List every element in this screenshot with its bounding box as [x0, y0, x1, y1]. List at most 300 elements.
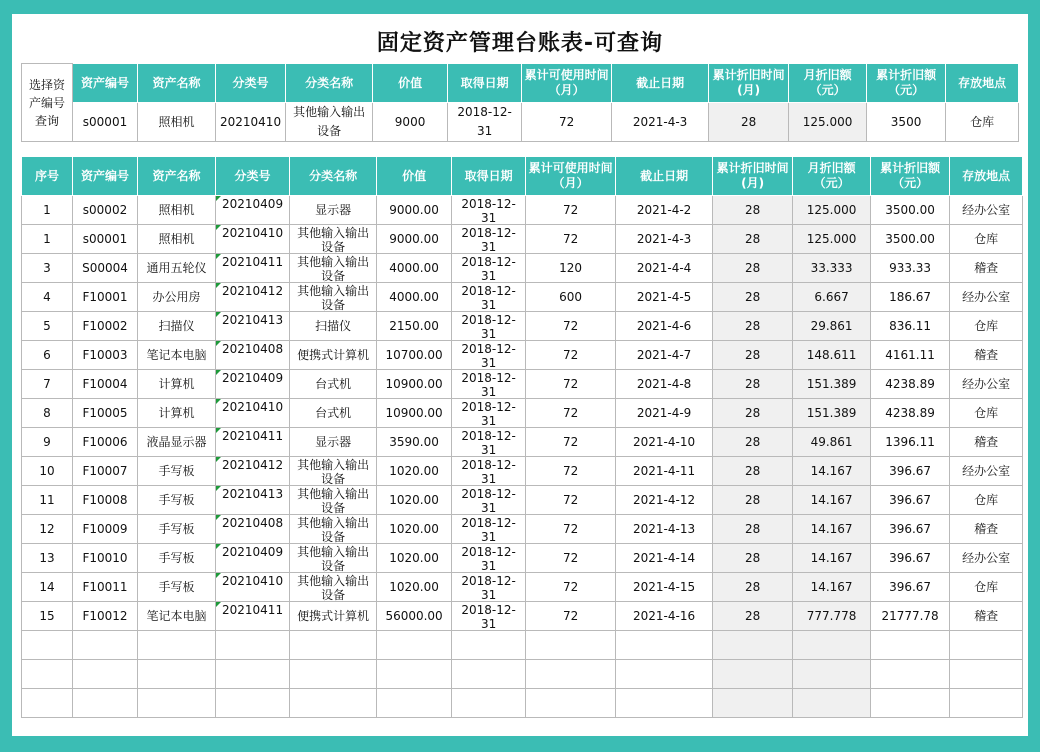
value-end-date: 2021-4-13: [633, 521, 696, 536]
cell-total-depreciation[interactable]: [871, 196, 950, 225]
cell-monthly-depreciation[interactable]: [793, 457, 871, 486]
cell-depreciated-months[interactable]: [713, 225, 793, 254]
cell-usable-months[interactable]: [526, 341, 616, 370]
cell-category-name[interactable]: [290, 486, 377, 515]
cell-end-date[interactable]: [616, 341, 713, 370]
cell-total-depreciation[interactable]: [871, 341, 950, 370]
cell-asset-code[interactable]: [73, 515, 138, 544]
value-usable-months: 72: [562, 318, 579, 333]
cell-usable-months[interactable]: [526, 457, 616, 486]
cell-location[interactable]: [950, 399, 1023, 428]
cell-asset-name[interactable]: [138, 370, 216, 399]
cell-category-name[interactable]: [290, 515, 377, 544]
cell-acquire-date[interactable]: [452, 544, 526, 573]
cell-end-date[interactable]: [616, 399, 713, 428]
query-cell-asset-name[interactable]: [138, 103, 216, 142]
cell-acquire-date[interactable]: [452, 486, 526, 515]
cell-depreciated-months[interactable]: [713, 254, 793, 283]
cell-location[interactable]: [950, 312, 1023, 341]
cell-category-code[interactable]: [216, 196, 290, 225]
value-location: 仓库: [974, 405, 999, 420]
cell-asset-name[interactable]: [138, 225, 216, 254]
query-cell-depreciated-months[interactable]: [709, 103, 789, 142]
empty-cell[interactable]: [138, 660, 216, 689]
cell-category-code[interactable]: [216, 602, 290, 631]
cell-value[interactable]: [377, 544, 452, 573]
cell-depreciated-months[interactable]: [713, 312, 793, 341]
value-seq: 1: [43, 231, 51, 246]
cell-location[interactable]: [950, 573, 1023, 602]
empty-cell[interactable]: [377, 660, 452, 689]
cell-value[interactable]: [377, 602, 452, 631]
query-value-category-code: 20210410: [220, 114, 282, 129]
cell-end-date[interactable]: [616, 370, 713, 399]
value-asset-name: 手写板: [158, 550, 195, 565]
query-cell-monthly-depreciation[interactable]: [789, 103, 867, 142]
empty-cell[interactable]: [22, 631, 73, 660]
cell-seq[interactable]: [22, 573, 73, 602]
cell-total-depreciation[interactable]: [871, 312, 950, 341]
query-cell-acquire-date[interactable]: [448, 103, 522, 142]
cell-category-name[interactable]: [290, 457, 377, 486]
cell-total-depreciation[interactable]: [871, 283, 950, 312]
empty-cell[interactable]: [73, 689, 138, 718]
empty-cell[interactable]: [138, 631, 216, 660]
cell-depreciated-months[interactable]: [713, 196, 793, 225]
empty-cell[interactable]: [713, 631, 793, 660]
empty-cell[interactable]: [871, 689, 950, 718]
cell-usable-months[interactable]: [526, 399, 616, 428]
cell-category-code[interactable]: [216, 515, 290, 544]
cell-seq[interactable]: [22, 254, 73, 283]
cell-value[interactable]: [377, 515, 452, 544]
cell-asset-name[interactable]: [138, 254, 216, 283]
empty-cell[interactable]: [216, 631, 290, 660]
cell-end-date[interactable]: [616, 602, 713, 631]
cell-asset-code[interactable]: [73, 399, 138, 428]
empty-cell[interactable]: [713, 689, 793, 718]
cell-monthly-depreciation[interactable]: [793, 544, 871, 573]
cell-value[interactable]: [377, 399, 452, 428]
cell-value[interactable]: [377, 341, 452, 370]
cell-category-code[interactable]: [216, 341, 290, 370]
empty-cell[interactable]: [452, 660, 526, 689]
empty-cell[interactable]: [793, 689, 871, 718]
value-usable-months: 72: [562, 492, 579, 507]
cell-category-name[interactable]: [290, 254, 377, 283]
cell-usable-months[interactable]: [526, 225, 616, 254]
cell-monthly-depreciation[interactable]: [793, 486, 871, 515]
cell-asset-name[interactable]: [138, 341, 216, 370]
cell-category-name[interactable]: [290, 573, 377, 602]
cell-asset-name[interactable]: [138, 486, 216, 515]
cell-acquire-date[interactable]: [452, 254, 526, 283]
cell-category-code[interactable]: [216, 370, 290, 399]
cell-total-depreciation[interactable]: [871, 399, 950, 428]
empty-cell[interactable]: [793, 631, 871, 660]
cell-acquire-date[interactable]: [452, 283, 526, 312]
query-cell-end-date[interactable]: [612, 103, 709, 142]
empty-cell[interactable]: [22, 689, 73, 718]
cell-location[interactable]: [950, 428, 1023, 457]
value-seq: 9: [43, 434, 51, 449]
value-usable-months: 72: [562, 231, 579, 246]
cell-location[interactable]: [950, 602, 1023, 631]
cell-usable-months[interactable]: [526, 544, 616, 573]
cell-category-name[interactable]: [290, 283, 377, 312]
cell-asset-name[interactable]: [138, 602, 216, 631]
empty-cell[interactable]: [526, 660, 616, 689]
cell-acquire-date[interactable]: [452, 515, 526, 544]
cell-value[interactable]: [377, 254, 452, 283]
cell-monthly-depreciation[interactable]: [793, 515, 871, 544]
cell-total-depreciation[interactable]: [871, 515, 950, 544]
cell-asset-name[interactable]: [138, 457, 216, 486]
cell-asset-code[interactable]: [73, 225, 138, 254]
value-location: 经办公室: [962, 463, 1011, 478]
cell-end-date[interactable]: [616, 515, 713, 544]
cell-usable-months[interactable]: [526, 254, 616, 283]
header-total-depreciation: 累计折旧额（元）: [871, 157, 950, 196]
cell-total-depreciation[interactable]: [871, 602, 950, 631]
cell-depreciated-months[interactable]: [713, 515, 793, 544]
cell-location[interactable]: [950, 254, 1023, 283]
cell-location[interactable]: [950, 283, 1023, 312]
cell-end-date[interactable]: [616, 225, 713, 254]
cell-depreciated-months[interactable]: [713, 283, 793, 312]
empty-cell[interactable]: [616, 660, 713, 689]
query-cell-total-depreciation[interactable]: [867, 103, 946, 142]
value-value: 4000.00: [389, 260, 439, 275]
cell-asset-name[interactable]: [138, 399, 216, 428]
empty-cell[interactable]: [713, 660, 793, 689]
query-cell-category-code[interactable]: [216, 103, 286, 142]
cell-location[interactable]: [950, 515, 1023, 544]
table-row: [22, 225, 1023, 254]
cell-acquire-date[interactable]: [452, 225, 526, 254]
cell-value[interactable]: [377, 225, 452, 254]
cell-seq[interactable]: [22, 486, 73, 515]
empty-cell[interactable]: [950, 660, 1023, 689]
cell-total-depreciation[interactable]: [871, 225, 950, 254]
cell-acquire-date[interactable]: [452, 457, 526, 486]
cell-seq[interactable]: [22, 399, 73, 428]
cell-asset-name[interactable]: [138, 196, 216, 225]
cell-usable-months[interactable]: [526, 370, 616, 399]
cell-acquire-date[interactable]: [452, 196, 526, 225]
cell-usable-months[interactable]: [526, 283, 616, 312]
cell-category-code[interactable]: [216, 283, 290, 312]
query-value-asset-name: 照相机: [158, 114, 195, 129]
cell-value[interactable]: [377, 428, 452, 457]
cell-asset-code[interactable]: [73, 254, 138, 283]
cell-category-code[interactable]: [216, 254, 290, 283]
cell-asset-code[interactable]: [73, 341, 138, 370]
query-value-end-date: 2021-4-3: [632, 114, 688, 129]
empty-cell[interactable]: [73, 631, 138, 660]
cell-seq[interactable]: [22, 370, 73, 399]
value-location: 经办公室: [962, 289, 1011, 304]
cell-category-name[interactable]: [290, 225, 377, 254]
value-acquire-date: 2018-12-31: [461, 574, 516, 601]
cell-total-depreciation[interactable]: [871, 486, 950, 515]
value-end-date: 2021-4-4: [636, 260, 692, 275]
cell-location[interactable]: [950, 457, 1023, 486]
query-value-asset-code: s00001: [82, 114, 128, 129]
query-cell-usable-months[interactable]: [522, 103, 612, 142]
empty-cell[interactable]: [871, 631, 950, 660]
cell-location[interactable]: [950, 341, 1023, 370]
empty-cell[interactable]: [526, 689, 616, 718]
cell-category-name[interactable]: [290, 312, 377, 341]
empty-cell[interactable]: [616, 631, 713, 660]
cell-monthly-depreciation[interactable]: [793, 428, 871, 457]
cell-category-code[interactable]: [216, 544, 290, 573]
cell-asset-code[interactable]: [73, 283, 138, 312]
cell-end-date[interactable]: [616, 428, 713, 457]
cell-usable-months[interactable]: [526, 486, 616, 515]
cell-value[interactable]: [377, 457, 452, 486]
cell-monthly-depreciation[interactable]: [793, 196, 871, 225]
cell-acquire-date[interactable]: [452, 428, 526, 457]
cell-depreciated-months[interactable]: [713, 486, 793, 515]
cell-usable-months[interactable]: [526, 515, 616, 544]
cell-location[interactable]: [950, 544, 1023, 573]
cell-asset-name[interactable]: [138, 312, 216, 341]
cell-depreciated-months[interactable]: [713, 341, 793, 370]
cell-asset-code[interactable]: [73, 312, 138, 341]
value-monthly-depreciation: 777.778: [806, 608, 857, 623]
cell-monthly-depreciation[interactable]: [793, 399, 871, 428]
cell-asset-name[interactable]: [138, 573, 216, 602]
empty-cell[interactable]: [290, 689, 377, 718]
cell-category-name[interactable]: [290, 196, 377, 225]
cell-total-depreciation[interactable]: [871, 544, 950, 573]
cell-seq[interactable]: [22, 515, 73, 544]
cell-seq[interactable]: [22, 544, 73, 573]
cell-category-name[interactable]: [290, 399, 377, 428]
value-depreciated-months: 28: [744, 231, 761, 246]
cell-depreciated-months[interactable]: [713, 602, 793, 631]
cell-end-date[interactable]: [616, 573, 713, 602]
value-location: 稽查: [974, 608, 999, 623]
cell-seq[interactable]: [22, 312, 73, 341]
value-category-name: 显示器: [315, 434, 352, 449]
cell-monthly-depreciation[interactable]: [793, 370, 871, 399]
cell-seq[interactable]: [22, 225, 73, 254]
cell-monthly-depreciation[interactable]: [793, 341, 871, 370]
empty-cell[interactable]: [950, 631, 1023, 660]
value-monthly-depreciation: 14.167: [810, 521, 853, 536]
cell-total-depreciation[interactable]: [871, 428, 950, 457]
cell-asset-name[interactable]: [138, 544, 216, 573]
cell-asset-name[interactable]: [138, 283, 216, 312]
cell-depreciated-months[interactable]: [713, 428, 793, 457]
cell-value[interactable]: [377, 573, 452, 602]
cell-acquire-date[interactable]: [452, 341, 526, 370]
value-asset-name: 照相机: [158, 202, 195, 217]
empty-cell[interactable]: [290, 660, 377, 689]
value-end-date: 2021-4-3: [636, 231, 692, 246]
cell-location[interactable]: [950, 486, 1023, 515]
cell-seq[interactable]: [22, 428, 73, 457]
empty-cell[interactable]: [22, 660, 73, 689]
cell-category-name[interactable]: [290, 370, 377, 399]
empty-cell[interactable]: [377, 631, 452, 660]
value-category-code: 20210413: [222, 487, 284, 501]
cell-usable-months[interactable]: [526, 312, 616, 341]
cell-value[interactable]: [377, 196, 452, 225]
cell-acquire-date[interactable]: [452, 602, 526, 631]
cell-end-date[interactable]: [616, 486, 713, 515]
header-asset-code: 资产编号: [73, 157, 138, 196]
value-category-code: 20210411: [222, 429, 284, 443]
query-cell-value[interactable]: [373, 103, 448, 142]
value-usable-months: 72: [562, 579, 579, 594]
header-end-date: 截止日期: [616, 157, 713, 196]
query-value-location: 仓库: [970, 114, 995, 129]
header-seq: 序号: [22, 157, 73, 196]
cell-seq[interactable]: [22, 457, 73, 486]
value-seq: 15: [39, 608, 55, 623]
cell-category-code[interactable]: [216, 486, 290, 515]
cell-end-date[interactable]: [616, 254, 713, 283]
cell-total-depreciation[interactable]: [871, 370, 950, 399]
cell-seq[interactable]: [22, 196, 73, 225]
value-depreciated-months: 28: [744, 608, 761, 623]
cell-category-code[interactable]: [216, 573, 290, 602]
cell-usable-months[interactable]: [526, 428, 616, 457]
cell-end-date[interactable]: [616, 283, 713, 312]
value-category-code: 20210410: [222, 574, 284, 588]
value-end-date: 2021-4-12: [633, 492, 696, 507]
cell-asset-code[interactable]: [73, 486, 138, 515]
cell-asset-code[interactable]: [73, 428, 138, 457]
cell-asset-code[interactable]: [73, 573, 138, 602]
cell-location[interactable]: [950, 370, 1023, 399]
table-row: [22, 399, 1023, 428]
cell-asset-name[interactable]: [138, 515, 216, 544]
cell-end-date[interactable]: [616, 457, 713, 486]
header-category-code: 分类号: [216, 64, 286, 103]
empty-cell[interactable]: [138, 689, 216, 718]
value-category-code: 20210410: [222, 226, 284, 240]
cell-category-name[interactable]: [290, 544, 377, 573]
cell-total-depreciation[interactable]: [871, 457, 950, 486]
cell-category-name[interactable]: [290, 341, 377, 370]
cell-category-code[interactable]: [216, 428, 290, 457]
cell-depreciated-months[interactable]: [713, 399, 793, 428]
empty-cell[interactable]: [216, 660, 290, 689]
cell-acquire-date[interactable]: [452, 312, 526, 341]
empty-cell[interactable]: [377, 689, 452, 718]
empty-cell[interactable]: [871, 660, 950, 689]
cell-monthly-depreciation[interactable]: [793, 283, 871, 312]
cell-category-name[interactable]: [290, 602, 377, 631]
empty-cell[interactable]: [793, 660, 871, 689]
cell-asset-name[interactable]: [138, 428, 216, 457]
cell-depreciated-months[interactable]: [713, 370, 793, 399]
cell-total-depreciation[interactable]: [871, 254, 950, 283]
cell-value[interactable]: [377, 312, 452, 341]
cell-monthly-depreciation[interactable]: [793, 573, 871, 602]
cell-total-depreciation[interactable]: [871, 573, 950, 602]
value-asset-code: F10012: [82, 608, 128, 623]
cell-value[interactable]: [377, 283, 452, 312]
cell-acquire-date[interactable]: [452, 573, 526, 602]
cell-monthly-depreciation[interactable]: [793, 225, 871, 254]
query-cell-asset-code[interactable]: [73, 103, 138, 142]
cell-category-code[interactable]: [216, 399, 290, 428]
cell-asset-code[interactable]: [73, 196, 138, 225]
cell-depreciated-months[interactable]: [713, 457, 793, 486]
cell-monthly-depreciation[interactable]: [793, 312, 871, 341]
cell-category-code[interactable]: [216, 457, 290, 486]
query-table: [21, 63, 1019, 142]
cell-depreciated-months[interactable]: [713, 573, 793, 602]
table-header-row: [22, 157, 1023, 196]
cell-seq[interactable]: [22, 341, 73, 370]
cell-location[interactable]: [950, 196, 1023, 225]
value-end-date: 2021-4-15: [633, 579, 696, 594]
cell-category-code[interactable]: [216, 312, 290, 341]
value-location: 仓库: [974, 492, 999, 507]
cell-seq[interactable]: [22, 602, 73, 631]
empty-cell[interactable]: [216, 689, 290, 718]
empty-cell[interactable]: [290, 631, 377, 660]
cell-monthly-depreciation[interactable]: [793, 254, 871, 283]
cell-acquire-date[interactable]: [452, 399, 526, 428]
empty-cell[interactable]: [73, 660, 138, 689]
value-category-name: 便携式计算机: [297, 608, 370, 623]
query-cell-location[interactable]: [946, 103, 1019, 142]
value-seq: 14: [39, 579, 55, 594]
cell-asset-code[interactable]: [73, 370, 138, 399]
header-depreciated-months: 累计折旧时间(月): [713, 157, 793, 196]
cell-asset-code[interactable]: [73, 544, 138, 573]
empty-cell[interactable]: [452, 631, 526, 660]
cell-usable-months[interactable]: [526, 196, 616, 225]
cell-seq[interactable]: [22, 283, 73, 312]
cell-value[interactable]: [377, 370, 452, 399]
cell-value[interactable]: [377, 486, 452, 515]
cell-asset-code[interactable]: [73, 457, 138, 486]
cell-end-date[interactable]: [616, 312, 713, 341]
cell-category-name[interactable]: [290, 428, 377, 457]
empty-cell[interactable]: [526, 631, 616, 660]
cell-category-code[interactable]: [216, 225, 290, 254]
header-monthly-depreciation: 月折旧额（元）: [789, 64, 867, 103]
cell-usable-months[interactable]: [526, 602, 616, 631]
cell-acquire-date[interactable]: [452, 370, 526, 399]
empty-cell[interactable]: [452, 689, 526, 718]
cell-asset-code[interactable]: [73, 602, 138, 631]
cell-monthly-depreciation[interactable]: [793, 602, 871, 631]
value-usable-months: 72: [562, 347, 579, 362]
value-monthly-depreciation: 14.167: [810, 579, 853, 594]
cell-depreciated-months[interactable]: [713, 544, 793, 573]
value-acquire-date: 2018-12-31: [461, 545, 516, 572]
cell-location[interactable]: [950, 225, 1023, 254]
cell-end-date[interactable]: [616, 196, 713, 225]
cell-end-date[interactable]: [616, 544, 713, 573]
empty-cell[interactable]: [950, 689, 1023, 718]
value-seq: 3: [43, 260, 51, 275]
value-category-name: 扫描仪: [315, 318, 352, 333]
cell-usable-months[interactable]: [526, 573, 616, 602]
empty-cell[interactable]: [616, 689, 713, 718]
query-cell-category-name[interactable]: [286, 103, 373, 142]
